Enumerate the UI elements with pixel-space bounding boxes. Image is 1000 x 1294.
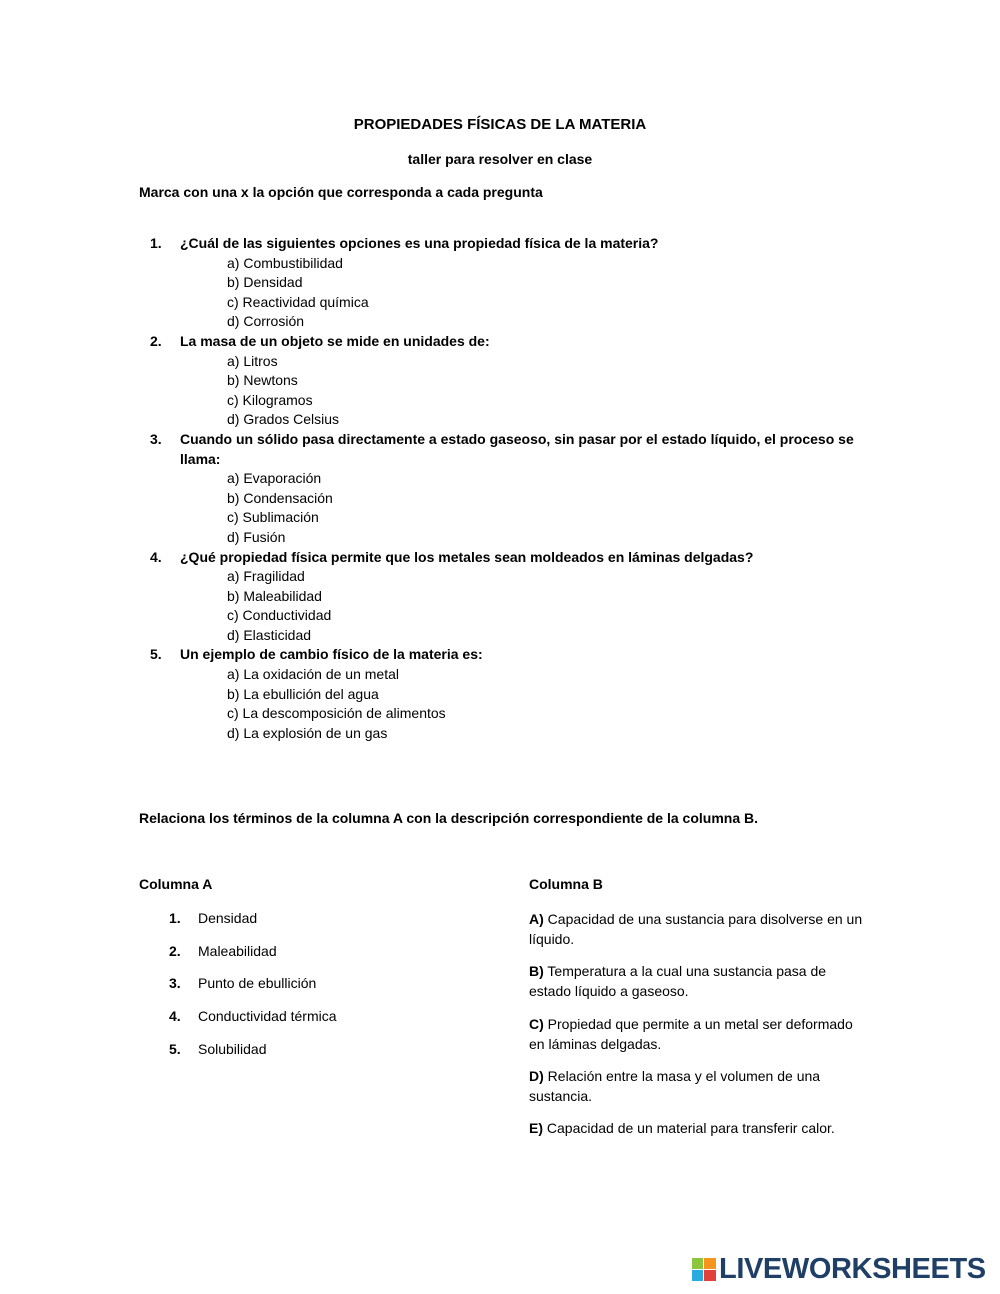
- question-number: 4.: [150, 548, 162, 565]
- description-text: Temperatura a la cual una sustancia pasa de estado líquido a gaseoso.: [529, 963, 827, 1000]
- column-a-item[interactable]: [139, 942, 499, 961]
- question-4: [139, 548, 879, 568]
- answer-option[interactable]: b) Condensación: [227, 489, 333, 506]
- answer-option[interactable]: c) La descomposición de alimentos: [227, 705, 446, 722]
- description-text: Capacidad de un material para transferir calor.: [546, 1120, 835, 1137]
- answer-option[interactable]: c) Conductividad: [227, 607, 332, 624]
- column-b-item[interactable]: [529, 1118, 869, 1138]
- item-letter: A): [529, 911, 544, 927]
- answer-option[interactable]: a) Evaporación: [227, 470, 322, 487]
- question-number: 5.: [150, 646, 162, 663]
- column-a-item[interactable]: [139, 1040, 499, 1059]
- question-text: Un ejemplo de cambio físico de la materia es:: [180, 646, 483, 663]
- liveworksheets-logo: [692, 1254, 992, 1284]
- question-3: [139, 430, 879, 469]
- page-title: PROPIEDADES FÍSICAS DE LA MATERIA: [353, 116, 647, 133]
- column-b: [529, 875, 869, 1150]
- answer-option[interactable]: a) La oxidación de un metal: [227, 666, 399, 683]
- item-letter: B): [529, 963, 544, 980]
- question-number: 1.: [150, 235, 162, 251]
- question-list: [139, 234, 879, 743]
- matching-instruction: Relaciona los términos de la columna A con la descripción correspondiente de la columna B.: [139, 810, 759, 826]
- item-letter: C): [529, 1015, 544, 1032]
- question-text: ¿Qué propiedad física permite que los metales sean moldeados en láminas delgadas?: [180, 548, 754, 565]
- column-a-heading: Columna A: [139, 876, 213, 892]
- item-number: 5.: [169, 1040, 181, 1057]
- question-text: La masa de un objeto se mide en unidades de:: [180, 332, 490, 349]
- answer-option[interactable]: b) Maleabilidad: [227, 587, 322, 604]
- column-a-item[interactable]: [139, 909, 499, 928]
- question-1: [139, 234, 879, 254]
- column-b-heading: Columna B: [529, 876, 603, 892]
- answer-option[interactable]: a) Litros: [227, 352, 278, 369]
- answer-option[interactable]: d) Corrosión: [227, 313, 305, 330]
- question-number: 3.: [150, 430, 162, 447]
- item-letter: D): [529, 1067, 544, 1084]
- column-b-item[interactable]: [529, 961, 869, 1001]
- term-text: Densidad: [198, 910, 258, 926]
- term-text: Conductividad térmica: [198, 1008, 337, 1025]
- term-text: Punto de ebullición: [198, 975, 317, 992]
- answer-option[interactable]: b) La ebullición del agua: [227, 685, 379, 702]
- answer-option[interactable]: b) Densidad: [227, 274, 303, 291]
- description-text: Capacidad de una sustancia para disolverse en un líquido.: [529, 911, 863, 947]
- logo-wordmark: LIVEWORKSHEETS: [719, 1253, 986, 1285]
- answer-option[interactable]: b) Newtons: [227, 372, 298, 389]
- quiz-instruction: Marca con una x la opción que corresponda a cada pregunta: [139, 184, 543, 200]
- column-b-item[interactable]: [529, 1066, 869, 1106]
- term-text: Solubilidad: [198, 1040, 267, 1057]
- answer-option[interactable]: d) Fusión: [227, 528, 286, 545]
- answer-option[interactable]: d) Grados Celsius: [227, 411, 340, 428]
- answer-option[interactable]: c) Sublimación: [227, 509, 319, 526]
- answer-option[interactable]: d) Elasticidad: [227, 626, 312, 643]
- column-a-item[interactable]: [139, 974, 499, 993]
- term-text: Maleabilidad: [198, 942, 277, 959]
- answer-option[interactable]: c) Kilogramos: [227, 391, 313, 408]
- answer-option[interactable]: a) Fragilidad: [227, 568, 305, 585]
- question-text: ¿Cuál de las siguientes opciones es una propiedad física de la materia?: [180, 235, 659, 251]
- item-number: 4.: [169, 1008, 181, 1025]
- question-text: Cuando un sólido pasa directamente a estado gaseoso, sin pasar por el estado líquido, el proceso se llama:: [180, 430, 854, 467]
- question-5: [139, 645, 879, 665]
- item-number: 1.: [169, 910, 181, 926]
- page-subtitle: taller para resolver en clase: [407, 151, 593, 167]
- description-text: Relación entre la masa y el volumen de una sustancia.: [529, 1067, 821, 1104]
- column-b-item[interactable]: [529, 1014, 869, 1054]
- item-number: 3.: [169, 975, 181, 992]
- column-a-item[interactable]: [139, 1007, 499, 1026]
- column-a: [139, 875, 499, 1072]
- question-number: 2.: [150, 332, 162, 349]
- answer-option[interactable]: a) Combustibilidad: [227, 254, 343, 271]
- answer-option[interactable]: c) Reactividad química: [227, 293, 369, 310]
- item-number: 2.: [169, 942, 181, 959]
- column-b-item[interactable]: [529, 909, 869, 949]
- logo-badge-icon: [692, 1258, 716, 1281]
- question-2: [139, 332, 879, 352]
- description-text: Propiedad que permite a un metal ser deformado en láminas delgadas.: [529, 1015, 853, 1052]
- item-letter: E): [529, 1120, 543, 1137]
- answer-option[interactable]: d) La explosión de un gas: [227, 724, 388, 741]
